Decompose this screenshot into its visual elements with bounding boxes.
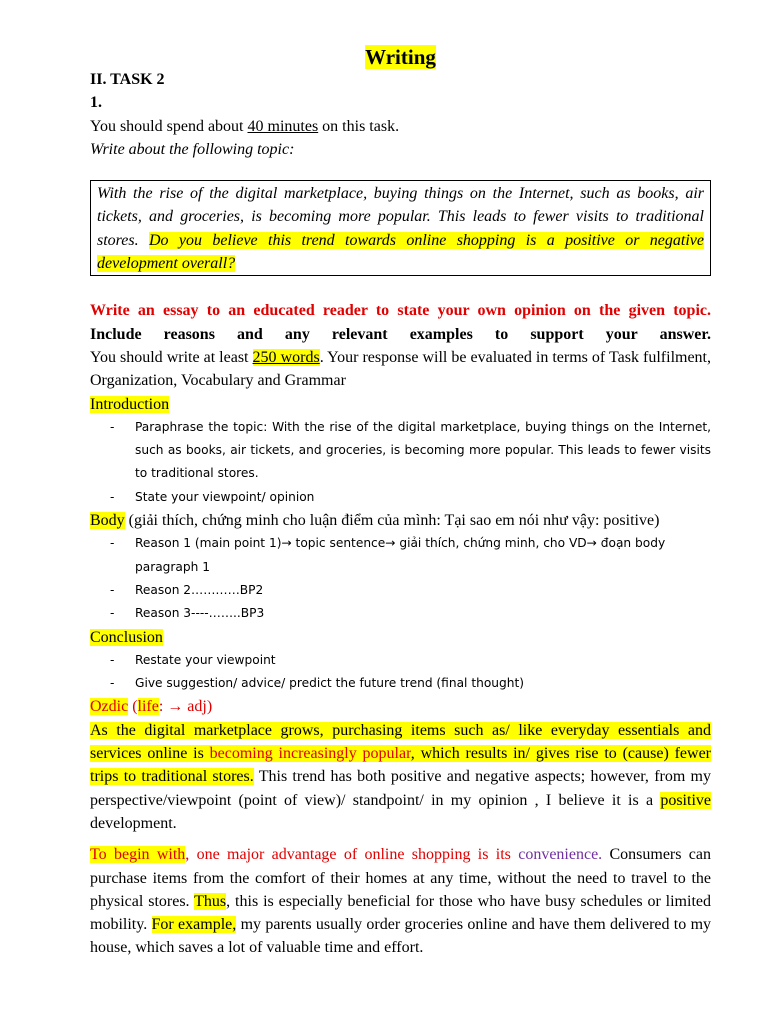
item-number: 1. [90,94,102,112]
prompt-red-line: Write an essay to an educated reader to state your own opinion on the given topic. [90,302,711,320]
list-item: - Restate your viewpoint [110,649,711,672]
list-item: - Give suggestion/ advice/ predict the future trend (final thought) [110,672,711,695]
conclusion-heading: Conclusion [90,628,163,646]
list-item: - Reason 3----……..BP3 [110,602,711,625]
document-page [90,0,711,960]
prompt-bold-line: Include reasons and any relevant examples to support your answer. [90,325,711,343]
task-heading: II. TASK 2 [90,71,165,88]
ozdic-note: Ozdic (life: → adj) [90,698,213,716]
list-item: - Paraphrase the topic: With the rise of the digital marketplace, buying things on the Internet, such as books, air tickets, and groceries, is becoming more popular. This leads to fewer visits to traditional stores. [110,416,711,486]
list-item: - Reason 1 (main point 1)→ topic sentence→ giải thích, chứng minh, cho VD→ đoạn body paragraph 1 [110,532,711,579]
page-title: Writing [365,45,436,69]
essay-prompt [90,299,711,392]
body-heading: Body (giải thích, chứng minh cho luận điểm của mình: Tại sao em nói như vậy: positive) [90,512,660,530]
prompt-word-count: You should write at least 250 words. Your response will be evaluated in terms of Task fulfilment, Organization, Vocabulary and Grammar [90,348,712,390]
write-about-label: Write about the following topic: [90,140,295,158]
topic-box: With the rise of the digital marketplace, buying things on the Internet, such as books, air tickets, and groceries, is becoming more popular. This leads to fewer visits to traditional stores. Do you believe this trend towards online shopping is a positive or negative development overall? [90,180,711,276]
conclusion-list [90,649,711,696]
intro-paragraph: As the digital marketplace grows, purchasing items such as/ like everyday essentials and services online is becoming increasingly popular, which results in/ gives rise to (cause) fewer trips to traditional stores. This trend has both positive and negative aspects; however, from my perspective/viewpoint (point of view)/ standpoint/ in my opinion , I believe it is a positive development. [90,721,711,832]
topic-question: Do you believe this trend towards online shopping is a positive or negative development overall? [97,231,705,273]
body-list [90,532,711,625]
intro-list [90,416,711,509]
list-item: - State your viewpoint/ opinion [110,486,711,509]
list-item: - Reason 2…………BP2 [110,579,711,602]
word-count-value: 250 words [252,348,320,366]
time-instruction: You should spend about 40 minutes on this task. [90,117,400,135]
intro-heading: Introduction [90,395,170,413]
time-value: 40 minutes [247,117,319,135]
body-paragraph: To begin with, one major advantage of online shopping is its convenience. Consumers can purchase items from the comfort of their homes at any time, without the need to travel to the physical stores. Thus, this is especially beneficial for those who have busy schedules or limited mobility. For example, my parents usually order groceries online and have them delivered to my house, which saves a lot of valuable time and effort. [90,846,712,957]
